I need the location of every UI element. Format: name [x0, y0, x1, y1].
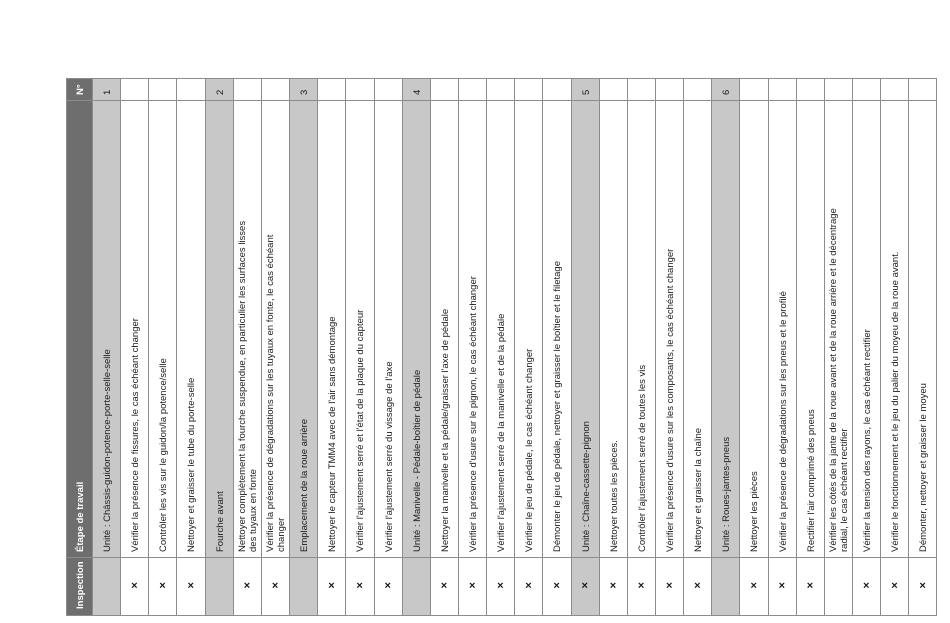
- row-step-cell: [149, 101, 177, 558]
- row-step-text: [581, 421, 592, 552]
- row-step-cell: [318, 101, 346, 558]
- row-num-cell: [740, 79, 768, 101]
- inspection-mark: ×: [581, 580, 588, 592]
- row-num-cell: [431, 79, 459, 101]
- row-step-line: Vérifier les côtés de la jante de la roue avant et de la roue arrière et le décentrage: [827, 208, 839, 552]
- row-step-text: [186, 378, 197, 552]
- row-step-cell: [825, 101, 853, 558]
- header-step: Étape de travail: [75, 481, 86, 552]
- row-num-cell: [881, 79, 909, 101]
- row-step-cell: [290, 101, 318, 558]
- inspection-mark: ×: [666, 580, 673, 592]
- row-step-line: Unité : Chaîne-cassette-pignon: [580, 421, 592, 552]
- header-num: N°: [75, 84, 86, 95]
- header-num-cell: [67, 79, 92, 101]
- inspection-mark: ×: [328, 580, 335, 592]
- row-step-line: Nettoyer et graisser la chaîne: [693, 427, 705, 552]
- row-step-cell: [740, 101, 768, 558]
- row-step-line: Nettoyer et graisser le tube du porte-selle: [186, 377, 198, 552]
- table-header: [66, 78, 92, 616]
- table-row: [176, 78, 205, 616]
- row-num-cell: [797, 79, 825, 101]
- inspection-mark: ×: [356, 580, 363, 592]
- row-step-line: Contrôler les vis sur le guidon/la potence/selle: [158, 358, 170, 552]
- row-num-cell: [572, 79, 600, 101]
- row-num: 1: [102, 89, 113, 95]
- row-step-cell: [797, 101, 825, 558]
- table-row: [233, 78, 262, 616]
- row-step-line: Vérifier la présence de fissures, le cas échéant changer: [130, 318, 142, 552]
- row-step-line: Unité : Roues-jantes-pneus: [721, 436, 733, 552]
- row-step-text: [327, 316, 338, 552]
- row-num-cell: [234, 79, 262, 101]
- row-step-cell: [600, 101, 628, 558]
- table-row: [739, 78, 768, 616]
- row-num-cell: [346, 79, 374, 101]
- row-step-cell: [403, 101, 431, 558]
- inspection-mark: ×: [609, 580, 617, 592]
- row-num-cell: [656, 79, 684, 101]
- row-num-cell: [149, 79, 177, 101]
- row-inspection-cell: [431, 558, 459, 615]
- table-row: [768, 78, 797, 616]
- inspection-mark: ×: [131, 580, 138, 592]
- row-step-text: [637, 365, 648, 552]
- row-num-cell: [206, 79, 234, 101]
- row-inspection-cell: [515, 558, 543, 615]
- row-step-text: [552, 261, 563, 552]
- unit-row: [289, 78, 318, 616]
- row-num: 3: [299, 89, 311, 95]
- inspection-mark: ×: [694, 580, 701, 592]
- row-inspection-cell: [684, 558, 712, 615]
- row-num-cell: [825, 79, 853, 101]
- inspection-mark: ×: [806, 580, 814, 592]
- row-step-cell: [459, 101, 487, 558]
- row-inspection-cell: [543, 558, 571, 615]
- row-step-line: Fourche avant: [214, 491, 226, 552]
- table-row: [148, 78, 177, 616]
- row-step-text: [215, 491, 226, 552]
- inspection-mark: ×: [243, 580, 251, 592]
- row-step-line: Vérifier l'ajustement serré de la manivelle et de la pédale: [496, 313, 508, 552]
- row-num: 4: [411, 89, 423, 95]
- inspection-mark: ×: [637, 580, 645, 592]
- row-step-cell: [769, 101, 797, 558]
- row-step-text: [355, 310, 366, 552]
- row-num-cell: [487, 79, 515, 101]
- row-inspection-cell: [853, 558, 881, 615]
- inspection-mark: ×: [891, 580, 898, 592]
- row-step-line: Vérifier la présence de dégradations sur les tuyaux en fonte, le cas échéant: [264, 234, 276, 552]
- row-step-text: [721, 437, 732, 552]
- row-step-line: Unité : Châssis-guidon-potence-porte-selle-selle: [102, 349, 113, 552]
- table-row: [655, 78, 684, 616]
- row-num-cell: [93, 79, 121, 101]
- row-step-cell: [346, 101, 374, 558]
- row-num-cell: [712, 79, 740, 101]
- row-step-line: Vérifier le fonctionnement et le jeu du palier du moyeu de la roue avant.: [890, 251, 902, 552]
- table-row: [683, 78, 712, 616]
- row-step-text: [158, 358, 169, 552]
- inspection-mark: ×: [187, 580, 194, 592]
- row-num-cell: [375, 79, 403, 101]
- row-step-line: Rectifier l'air comprimé des pneus: [805, 409, 817, 552]
- row-num-cell: [121, 79, 149, 101]
- table-row: [374, 78, 403, 616]
- row-step-text: [412, 370, 423, 552]
- row-step-cell: [487, 101, 515, 558]
- table-row: [120, 78, 149, 616]
- table-row: [908, 78, 937, 616]
- row-step-cell: [909, 101, 936, 558]
- row-num: 6: [721, 89, 733, 95]
- unit-row: [711, 78, 740, 616]
- row-step-line: Démonter le jeu de pédale, nettoyer et graisser le boîtier et le filetage: [552, 261, 564, 552]
- row-step-text: [918, 383, 929, 552]
- row-step-text: [384, 361, 395, 552]
- row-inspection-cell: [797, 558, 825, 615]
- row-num-cell: [290, 79, 318, 101]
- table-row: [599, 78, 628, 616]
- row-num-cell: [600, 79, 628, 101]
- row-step-cell: [121, 101, 149, 558]
- row-inspection-cell: [881, 558, 909, 615]
- inspection-mark: ×: [778, 580, 786, 592]
- row-inspection-cell: [177, 558, 205, 615]
- table-row: [627, 78, 656, 616]
- unit-row: [92, 78, 121, 616]
- row-inspection-cell: [262, 558, 290, 615]
- row-step-cell: [628, 101, 656, 558]
- inspection-mark: ×: [863, 580, 870, 592]
- row-inspection-cell: [318, 558, 346, 615]
- row-num-cell: [262, 79, 290, 101]
- row-step-text: [665, 249, 676, 552]
- row-step-text: [496, 314, 507, 552]
- inspection-mark: ×: [919, 580, 926, 592]
- row-step-text: [778, 291, 789, 552]
- row-step-cell: [656, 101, 684, 558]
- row-inspection-cell: [459, 558, 487, 615]
- row-step-cell: [375, 101, 403, 558]
- row-step-line: Vérifier la présence d'usure sur les composants, le cas échéant changer: [665, 248, 676, 552]
- row-num-cell: [515, 79, 543, 101]
- table-row: [261, 78, 290, 616]
- row-num-cell: [628, 79, 656, 101]
- row-num-cell: [459, 79, 487, 101]
- row-step-cell: [543, 101, 571, 558]
- header-inspection-cell: [67, 558, 92, 615]
- row-inspection-cell: [375, 558, 403, 615]
- row-step-cell: [177, 101, 205, 558]
- row-step-line: Unité : Manivelle - Pédale-boîtier de pédale: [411, 369, 423, 552]
- row-inspection-cell: [121, 558, 149, 615]
- row-step-line: Vérifier la tension des rayons, le cas échéant rectifier: [862, 329, 874, 552]
- row-step-line: Vérifier la présence de dégradations sur les pneus et le profilé: [777, 291, 789, 552]
- row-step-line: Vérifier la présence d'usure sur le pignon, le cas échéant changer: [467, 276, 479, 552]
- table-row: [880, 78, 909, 616]
- table-row: [430, 78, 459, 616]
- row-step-line-2: radial, le cas échéant rectifier: [838, 428, 850, 552]
- inspection-mark: ×: [440, 580, 448, 592]
- row-inspection-cell: [149, 558, 177, 615]
- row-step-text: [862, 329, 873, 552]
- row-step-text: [265, 235, 287, 552]
- row-num-cell: [769, 79, 797, 101]
- row-num-cell: [543, 79, 571, 101]
- row-step-text: [299, 419, 310, 552]
- row-num-cell: [853, 79, 881, 101]
- row-step-text: [828, 208, 850, 552]
- row-step-line: Vérifier l'ajustement serré du vissage de l'axe: [383, 361, 395, 552]
- table-row: [317, 78, 346, 616]
- row-inspection-cell: [656, 558, 684, 615]
- inspection-mark: ×: [384, 580, 391, 592]
- row-step-cell: [515, 101, 543, 558]
- row-step-cell: [262, 101, 290, 558]
- row-inspection-cell: [572, 558, 600, 615]
- row-step-line: Vérifier le jeu de pédale, le cas échéant changer: [524, 348, 536, 552]
- table-row: [542, 78, 571, 616]
- row-num: 5: [580, 89, 592, 95]
- table-row: [824, 78, 853, 616]
- row-inspection-cell: [769, 558, 797, 615]
- row-step-cell: [881, 101, 909, 558]
- row-step-text: [440, 309, 451, 552]
- row-inspection-cell: [712, 558, 740, 615]
- row-inspection-cell: [403, 558, 431, 615]
- row-inspection-cell: [909, 558, 936, 615]
- row-step-text: [468, 276, 479, 552]
- row-step-cell: [206, 101, 234, 558]
- row-inspection-cell: [628, 558, 656, 615]
- row-step-text: [524, 349, 535, 552]
- row-step-cell: [93, 101, 121, 558]
- inspection-mark: ×: [497, 580, 504, 592]
- row-step-line-2: des tuyaux en fonte: [247, 469, 259, 552]
- row-step-line: Nettoyer toutes les pièces.: [608, 440, 620, 552]
- row-step-line: Vérifier l'ajustement serré et l'état de la plaque du capteur: [355, 309, 367, 552]
- inspection-mark: ×: [271, 580, 279, 592]
- unit-row: [205, 78, 234, 616]
- row-step-cell: [712, 101, 740, 558]
- row-inspection-cell: [487, 558, 515, 615]
- row-step-text: [693, 428, 704, 552]
- table-row: [486, 78, 515, 616]
- row-step-line: Nettoyer complètement la fourche suspendue, en particulier les surfaces lisses: [236, 220, 248, 552]
- row-step-line: Emplacement de la roue arrière: [299, 418, 311, 552]
- inspection-mark: ×: [553, 580, 560, 592]
- header-step-cell: [67, 101, 92, 558]
- header-inspection: Inspection: [75, 561, 86, 609]
- row-inspection-cell: [740, 558, 768, 615]
- row-inspection-cell: [234, 558, 262, 615]
- row-num-cell: [403, 79, 431, 101]
- row-step-text: [130, 318, 141, 552]
- row-step-cell: [572, 101, 600, 558]
- table-row: [514, 78, 543, 616]
- row-step-line: Démonter, nettoyer et graisser le moyeu: [918, 383, 930, 552]
- row-step-text: [890, 252, 901, 553]
- row-inspection-cell: [290, 558, 318, 615]
- row-inspection-cell: [93, 558, 121, 615]
- row-step-cell: [684, 101, 712, 558]
- row-step-line-2: changer: [275, 517, 287, 552]
- unit-row: [571, 78, 600, 616]
- row-num: 2: [214, 89, 226, 95]
- inspection-mark: ×: [525, 580, 532, 592]
- row-step-cell: [431, 101, 459, 558]
- row-inspection-cell: [346, 558, 374, 615]
- row-step-text: [102, 349, 113, 552]
- inspection-mark: ×: [468, 580, 476, 592]
- row-step-cell: [234, 101, 262, 558]
- row-step-line: Nettoyer le capteur TMM4 avec de l'air sans démontage: [327, 316, 339, 552]
- row-inspection-cell: [206, 558, 234, 615]
- row-step-line: Nettoyer les pièces: [749, 471, 761, 552]
- row-inspection-cell: [600, 558, 628, 615]
- row-num-cell: [909, 79, 936, 101]
- row-num-cell: [684, 79, 712, 101]
- inspection-mark: ×: [159, 580, 166, 592]
- row-inspection-cell: [825, 558, 853, 615]
- row-step-text: [609, 440, 620, 552]
- row-step-text: [749, 471, 760, 552]
- inspection-mark: ×: [750, 580, 757, 592]
- unit-row: [402, 78, 431, 616]
- row-num-cell: [318, 79, 346, 101]
- row-step-line: Nettoyer la manivelle et la pédale/graisser l'axe de pédale: [439, 308, 451, 552]
- row-step-line: Contrôler l'ajustement serré de toutes les vis: [636, 364, 648, 552]
- row-step-text: [237, 221, 259, 552]
- row-step-text: [806, 409, 817, 552]
- table-row: [796, 78, 825, 616]
- table-row: [458, 78, 487, 616]
- row-num-cell: [177, 79, 205, 101]
- table-row: [345, 78, 374, 616]
- table-row: [852, 78, 881, 616]
- row-step-cell: [853, 101, 881, 558]
